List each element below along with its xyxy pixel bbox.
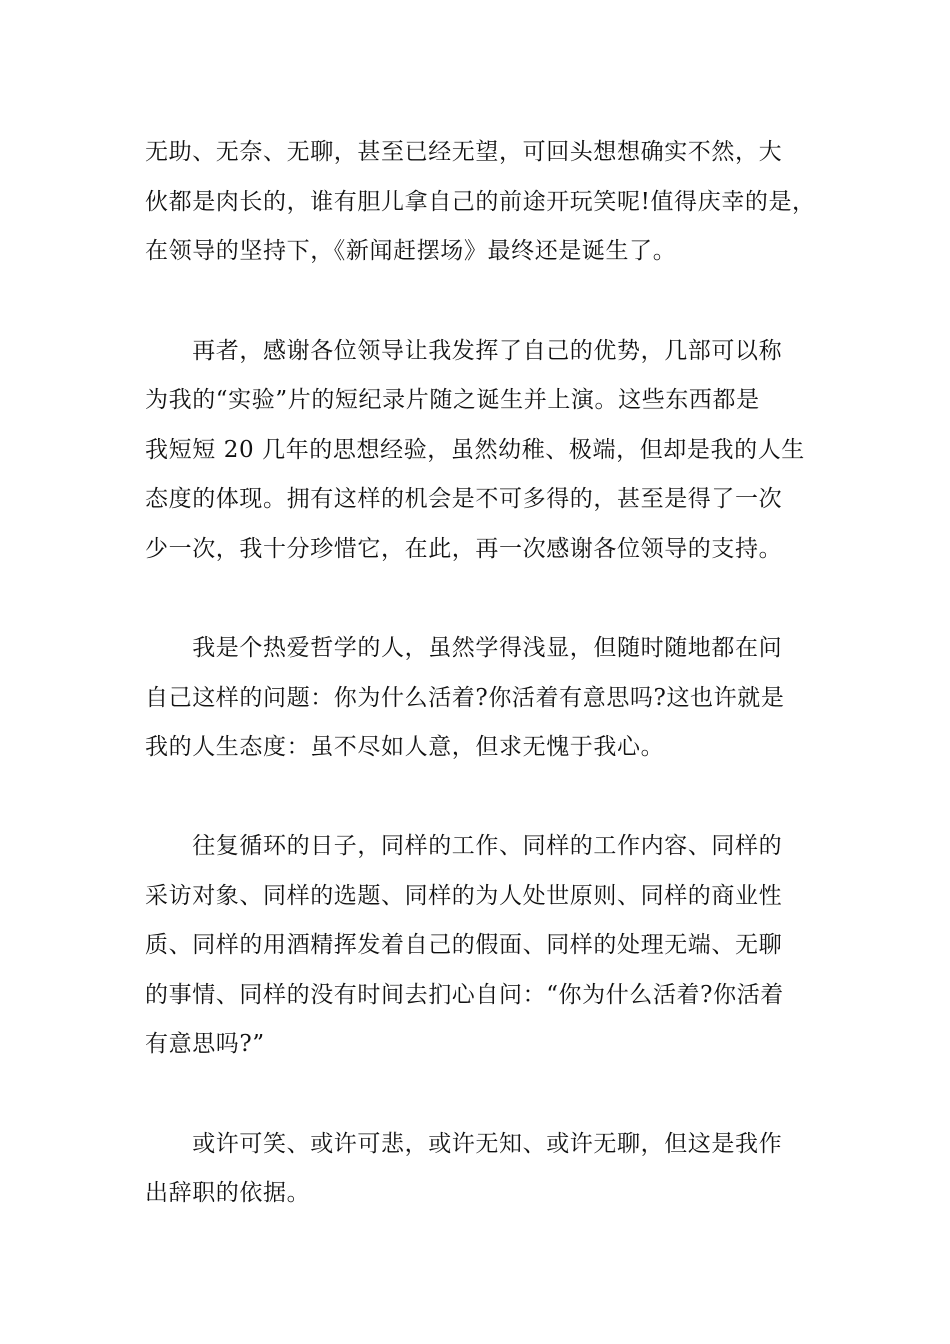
paragraph-3-line-3: 我的人生态度：虽不尽如人意，但求无愧于我心。	[145, 734, 665, 760]
paragraph-4-line-5: 有意思吗?”	[145, 1031, 265, 1057]
paragraph-4-line-1: 往复循环的日子，同样的工作、同样的工作内容、同样的	[145, 833, 783, 859]
paragraph-2-line-1: 再者，感谢各位领导让我发挥了自己的优势，几部可以称	[145, 338, 783, 364]
paragraph-2-line-3: 我短短 20 几年的思想经验，虽然幼稚、极端，但却是我的人生	[145, 437, 805, 463]
paragraph-2-line-5: 少一次，我十分珍惜它，在此，再一次感谢各位领导的支持。	[145, 536, 783, 562]
paragraph-4-line-4: 的事情、同样的没有时间去扪心自问：“你为什么活着?你活着	[145, 982, 784, 1008]
paragraph-1-line-2: 伙都是肉长的，谁有胆儿拿自己的前途开玩笑呢!值得庆幸的是，	[145, 189, 816, 215]
paragraph-2-line-4: 态度的体现。拥有这样的机会是不可多得的，甚至是得了一次	[145, 486, 783, 512]
paragraph-5-line-1: 或许可笑、或许可悲，或许无知、或许无聊，但这是我作	[145, 1131, 783, 1157]
paragraph-2-line-2: 为我的“实验”片的短纪录片随之诞生并上演。这些东西都是	[145, 387, 760, 413]
paragraph-3-line-1: 我是个热爱哲学的人，虽然学得浅显，但随时随地都在问	[145, 635, 783, 661]
paragraph-5-line-2: 出辞职的依据。	[145, 1180, 311, 1206]
paragraph-1-line-3: 在领导的坚持下，《新闻赶摆场》最终还是诞生了。	[145, 238, 677, 264]
paragraph-1-line-1: 无助、无奈、无聊，甚至已经无望，可回头想想确实不然，大	[145, 139, 783, 165]
paragraph-4-line-2: 采访对象、同样的选题、同样的为人处世原则、同样的商业性	[145, 883, 783, 909]
paragraph-3-line-2: 自己这样的问题：你为什么活着?你活着有意思吗?这也许就是	[145, 685, 785, 711]
paragraph-4-line-3: 质、同样的用酒精挥发着自己的假面、同样的处理无端、无聊	[145, 932, 783, 958]
